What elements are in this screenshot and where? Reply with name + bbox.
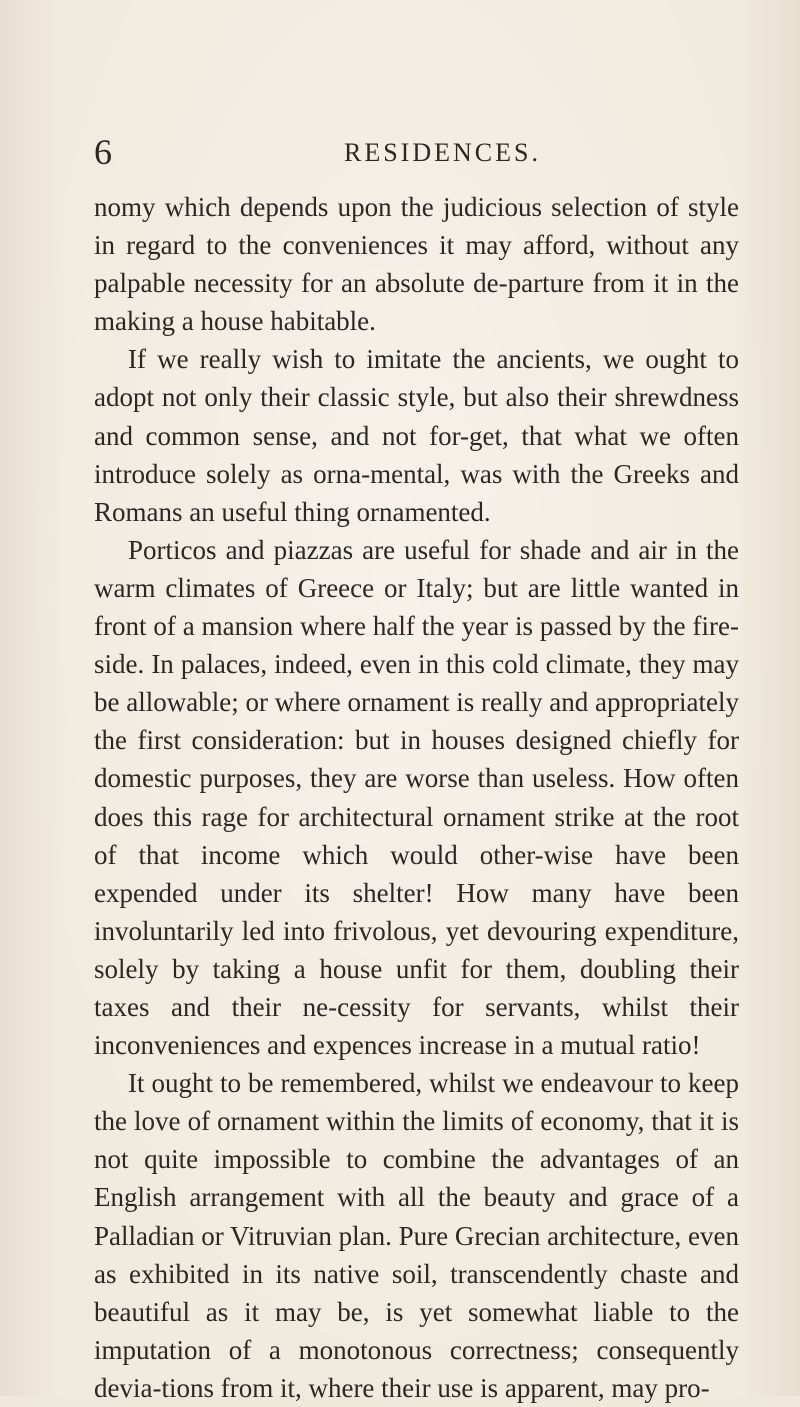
running-head <box>94 132 734 172</box>
paragraph-ornament-economy: It ought to be remembered, whilst we endeavour to keep the love of ornament within the limits of economy, that it is not quite impossible to combine the advantages of an English arrangement with all the beauty and grace of a Palladian or Vitruvian plan. Pure Grecian architecture, even as exhibited in its native soil, transcendently chaste and beautiful as it may be, is yet somewhat liable to the imputation of a monotonous correctness; consequently devia-tions from it, where their use is apparent, may pro- <box>94 1068 739 1403</box>
body-text <box>94 188 739 1407</box>
paragraph-porticos: Porticos and piazzas are useful for shade and air in the warm climates of Greece or Italy; but are little wanted in front of a mansion where half the year is passed by the fire-side. In palaces, indeed, even in this cold climate, they may be allowable; or where ornament is really and appropriately the first consideration: but in houses designed chiefly for domestic purposes, they are worse than useless. How often does this rage for architectural ornament strike at the root of that income which would other-wise have been expended under its shelter! How many have been involuntarily led into frivolous, yet devouring expenditure, solely by taking a house unfit for them, doubling their taxes and their ne-cessity for servants, whilst their inconveniences and expences increase in a mutual ratio! <box>94 534 739 1061</box>
running-title: RESIDENCES. <box>344 138 541 167</box>
page-number: 6 <box>94 132 113 172</box>
paragraph-ancients: If we really wish to imitate the ancients, we ought to adopt not only their classic style, but also their shrewdness and common sense, and not for-get, that what we often introduce solely as orna-mental, was with the Greeks and Romans an useful thing ornamented. <box>94 344 739 527</box>
paragraph-continuation: nomy which depends upon the judicious selection of style in regard to the conveniences it may afford, without any palpable necessity for an absolute de-parture from it in the making a house habitable. <box>94 192 739 337</box>
